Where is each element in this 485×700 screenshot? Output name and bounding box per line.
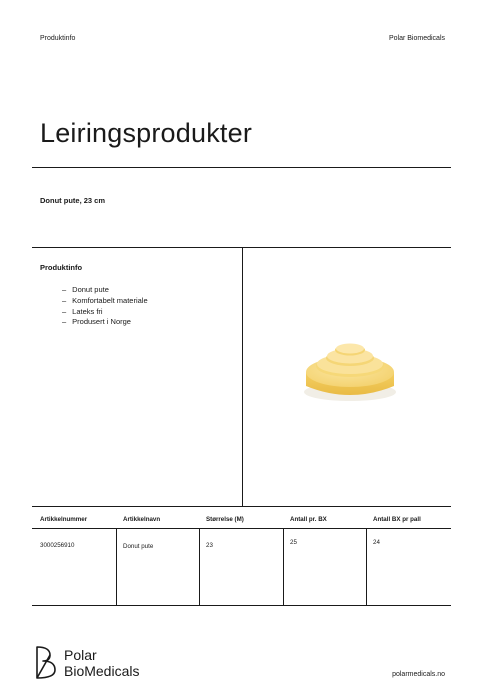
page-title: Leiringsprodukter (40, 118, 253, 148)
header-doc-type: Produktinfo (40, 35, 76, 42)
table-header-divider (32, 528, 451, 529)
column-header-article-name: Artikkelnavn (123, 516, 161, 523)
table-column-divider (366, 528, 367, 606)
cell-article-number: 3000256910 (40, 542, 75, 549)
info-heading: Produktinfo (40, 263, 83, 272)
table-column-divider (116, 528, 117, 606)
product-image (300, 334, 400, 406)
column-header-boxes-per-pallet: Antall BX pr pall (373, 516, 421, 523)
logo-line-1: Polar (64, 647, 97, 663)
website-url: polarmedicals.no (392, 671, 445, 678)
cell-size: 23 (206, 542, 213, 549)
feature-item: – Lateks fri (62, 307, 148, 318)
cell-qty-per-box: 25 (290, 539, 297, 546)
table-bottom-divider (32, 605, 451, 606)
feature-item: – Komfortabelt materiale (62, 296, 148, 307)
feature-item: – Donut pute (62, 285, 148, 296)
cell-boxes-per-pallet: 24 (373, 539, 380, 546)
feature-list (62, 285, 148, 328)
section-vertical-divider (242, 247, 243, 507)
title-divider (32, 167, 451, 168)
column-header-size: Størrelse (M) (206, 516, 244, 523)
company-logo-icon (34, 644, 60, 680)
table-column-divider (199, 528, 200, 606)
table-column-divider (283, 528, 284, 606)
section-bottom-divider (32, 506, 451, 507)
header-company: Polar Biomedicals (388, 35, 445, 42)
column-header-article-number: Artikkelnummer (40, 516, 88, 523)
cell-article-name: Donut pute (123, 543, 154, 550)
company-logo-text (64, 648, 139, 679)
feature-item: – Produsert i Norge (62, 317, 148, 328)
column-header-qty-per-box: Antall pr. BX (290, 516, 327, 523)
logo-line-2: BioMedicals (64, 662, 140, 679)
product-name: Donut pute, 23 cm (40, 196, 106, 205)
